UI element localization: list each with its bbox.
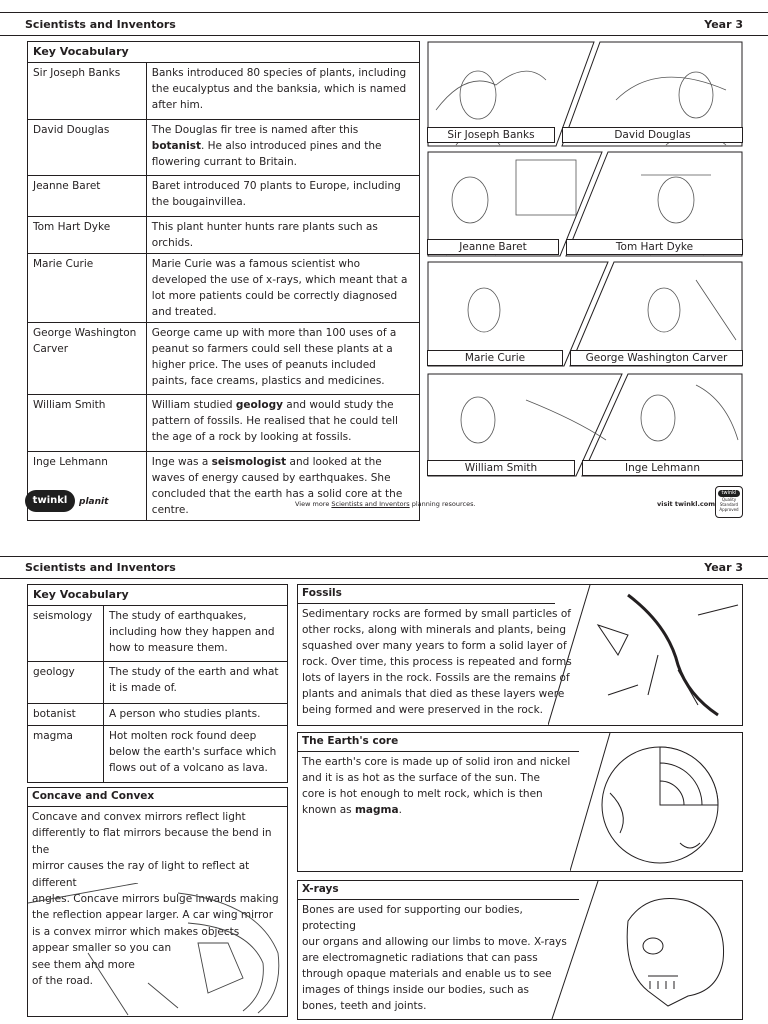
text-line: being formed and were preserved in the rock.: [302, 704, 543, 716]
text-line: other rocks, along with minerals and plants, being: [302, 624, 566, 636]
skull-illustration: [538, 881, 742, 1019]
text-part: .: [398, 804, 402, 816]
desc-part: William studied: [151, 399, 236, 411]
text-line: rock. Over time, this process is repeated and forms: [302, 656, 572, 668]
vocab-term: Marie Curie: [28, 254, 147, 323]
text-line: through opaque materials and enable us to see: [302, 968, 552, 980]
vocab-term: William Smith: [28, 395, 147, 452]
vocab-term: Inge Lehmann: [28, 452, 147, 521]
vocab-term: David Douglas: [28, 120, 147, 176]
badge-line2: Approved: [719, 507, 739, 512]
vocab-desc: A person who studies plants.: [103, 704, 287, 726]
text-line: plants and animals that died as these layers were: [302, 688, 565, 700]
text-line: the reflection appear larger. A car wing mirror: [32, 909, 274, 922]
page2-vocab-table: [27, 584, 288, 783]
text-line: images of things inside our bodies, such as: [302, 984, 530, 996]
vocab-desc: Hot molten rock found deep below the earth's surface which flows out of a volcano as lava.: [103, 726, 287, 783]
vocab-term: George Washington Carver: [28, 323, 147, 395]
caption-curie: Marie Curie: [427, 350, 563, 366]
page1-header: [25, 14, 743, 34]
desc-part: . He also introduced pines and the flowering currant to Britain.: [151, 140, 382, 168]
text-line: appear smaller so you can: [32, 942, 172, 955]
vocab-desc: The study of the earth and what it is made of.: [103, 662, 287, 704]
text-line: Sedimentary rocks are formed by small particles of: [302, 608, 571, 620]
text-line: lots of layers in the rock. Fossils are the remains of: [302, 672, 570, 684]
text-bold: magma: [354, 804, 399, 816]
table-row: [28, 217, 420, 254]
core-text: [298, 752, 578, 820]
badge-logo: twinkl: [718, 490, 740, 497]
caption-banks: Sir Joseph Banks: [427, 127, 555, 143]
desc-part: Inge was a: [151, 456, 212, 468]
page1-vocab-table: [27, 41, 420, 521]
xrays-box: [297, 880, 743, 1020]
caption-carver: George Washington Carver: [570, 350, 743, 366]
earth-core-box: [297, 732, 743, 872]
vocab-desc: This plant hunter hunts rare plants such as orchids.: [146, 217, 419, 254]
text-part: known as: [302, 804, 355, 816]
vocab-term: magma: [28, 726, 104, 783]
caption-smith: William Smith: [427, 460, 575, 476]
vocab-term: Tom Hart Dyke: [28, 217, 147, 254]
desc-part: The Douglas fir tree is named after this: [151, 124, 359, 136]
vocab-desc: [146, 395, 419, 452]
text-line: angles. Concave mirrors bulge inwards making: [32, 893, 279, 906]
vocab-desc: George came up with more than 100 uses of a peanut so farmers could sell these plants at a higher price. The uses of peanuts included paints, face creams, plastics and medicines.: [146, 323, 419, 395]
vocab-title: Key Vocabulary: [28, 585, 288, 606]
vocab-term: seismology: [28, 606, 104, 662]
badge-line1: Quality Standard: [719, 497, 739, 507]
concave-title: Concave and Convex: [28, 788, 287, 807]
text-line: bones, teeth and joints.: [302, 1000, 427, 1012]
page1-footer: [25, 484, 743, 524]
table-row: [28, 606, 288, 662]
table-row: [28, 704, 288, 726]
text-line: Concave and convex mirrors reflect light: [32, 811, 246, 823]
desc-bold: geology: [235, 399, 283, 411]
fossil-illustration: [548, 585, 743, 725]
earth-core-illustration: [570, 733, 742, 871]
more-text-a: View more: [295, 500, 332, 508]
vocab-desc: [146, 120, 419, 176]
vocab-term: Jeanne Baret: [28, 176, 147, 217]
quality-badge: [715, 486, 743, 518]
text-line: mirror causes the ray of light to reflect at different: [32, 860, 250, 889]
text-line: Bones are used for supporting our bodies, protecting: [302, 904, 523, 932]
vocab-title: Key Vocabulary: [28, 42, 420, 63]
vocab-desc: Marie Curie was a famous scientist who developed the use of x-rays, which meant that a lot more patients could be correctly diagnosed and treated.: [146, 254, 419, 323]
text-line: differently to flat mirrors because the bend in the: [32, 827, 272, 856]
page2-header: [25, 557, 743, 577]
fossils-box: [297, 584, 743, 726]
fossils-text: [298, 604, 578, 720]
text-line: squashed over many years to form a solid layer of: [302, 640, 567, 652]
text-line: is a convex mirror which makes objects: [32, 925, 240, 938]
text-line: [302, 802, 574, 818]
table-row: [28, 63, 420, 120]
caption-dyke: Tom Hart Dyke: [566, 239, 743, 255]
concave-convex-box: [27, 787, 288, 1017]
vocab-term: Sir Joseph Banks: [28, 63, 147, 120]
table-row: [28, 254, 420, 323]
twinkl-logo[interactable]: twinkl: [25, 490, 75, 512]
more-resources-text: [295, 500, 476, 508]
table-row: [28, 395, 420, 452]
table-row: [28, 726, 288, 783]
page2-title: Scientists and Inventors: [25, 560, 176, 574]
page1-year: Year 3: [704, 17, 743, 31]
core-title: The Earth's core: [298, 733, 579, 752]
more-resources-link[interactable]: Scientists and Inventors: [331, 500, 410, 508]
table-row: [28, 120, 420, 176]
page1-title: Scientists and Inventors: [25, 17, 176, 31]
text-line: our organs and allowing our limbs to move. X-rays: [302, 936, 567, 948]
text-line: are electromagnetic radiations that can pass: [302, 952, 538, 964]
text-line: core is hot enough to melt rock, which is then: [302, 788, 543, 800]
text-line: of the road.: [32, 975, 93, 988]
desc-bold: seismologist: [211, 456, 287, 468]
page1-top-rule: [0, 12, 768, 13]
text-line: The earth's core is made up of solid iron and nickel: [302, 756, 571, 768]
planit-logo: planit: [79, 497, 109, 507]
vocab-desc: Banks introduced 80 species of plants, including the eucalyptus and the banksia, which is named after him.: [146, 63, 419, 120]
page2-year: Year 3: [704, 560, 743, 574]
xrays-text: [298, 900, 578, 1016]
vocab-term: geology: [28, 662, 104, 704]
desc-bold: botanist: [151, 140, 201, 152]
caption-baret: Jeanne Baret: [427, 239, 559, 255]
text-line: see them and more: [32, 958, 135, 971]
wing-mirror-illustration: [28, 883, 287, 1016]
desc-part: and looked at the waves of energy caused by earthquakes. She concluded that the earth has a solid core at the centre.: [151, 456, 403, 516]
visit-link[interactable]: visit twinkl.com: [657, 500, 716, 508]
caption-lehmann: Inge Lehmann: [582, 460, 743, 476]
desc-part: and would study the pattern of fossils. He realised that he could tell the age of a rock by looking at fossils.: [151, 399, 398, 443]
fossils-title: Fossils: [298, 585, 555, 604]
page1-header-rule: [0, 35, 768, 36]
table-row: [28, 323, 420, 395]
table-row: [28, 176, 420, 217]
more-text-b: planning resources.: [409, 500, 476, 508]
xrays-title: X-rays: [298, 881, 579, 900]
portrait-panels: [426, 40, 744, 480]
vocab-desc: The study of earthquakes, including how they happen and how to measure them.: [103, 606, 287, 662]
vocab-desc: Baret introduced 70 plants to Europe, including the bougainvillea.: [146, 176, 419, 217]
page2-header-rule: [0, 578, 768, 579]
text-line: and it is as hot as the surface of the sun. The: [302, 772, 540, 784]
caption-douglas: David Douglas: [562, 127, 743, 143]
vocab-term: botanist: [28, 704, 104, 726]
table-row: [28, 662, 288, 704]
